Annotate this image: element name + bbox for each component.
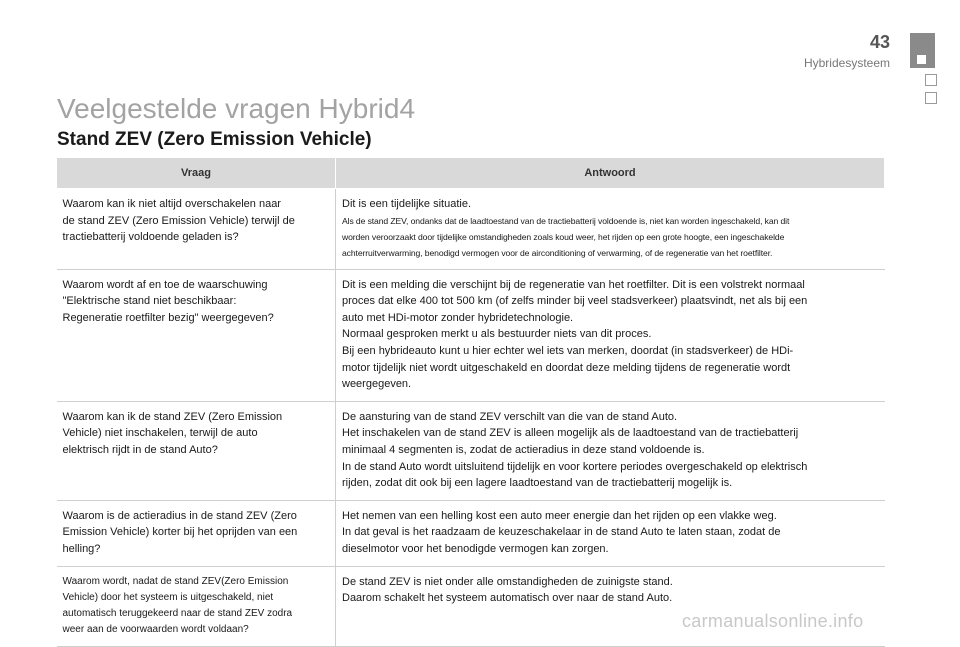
text-line: Waarom kan ik niet altijd overschakelen naar bbox=[62, 198, 281, 210]
text-line: de stand ZEV (Zero Emission Vehicle) terwijl de bbox=[62, 214, 295, 227]
table-row bbox=[57, 500, 885, 566]
column-header-answer: Antwoord bbox=[336, 158, 885, 189]
text-line: Het inschakelen van de stand ZEV is alleen mogelijk als de laadtoestand van de tractiebatterij bbox=[342, 427, 799, 440]
text-line: worden veroorzaakt door tijdelijke omstandigheden zoals koud weer, het rijden op een grote hoogte, een ingeschakelde bbox=[342, 231, 785, 242]
page-number: 43 bbox=[869, 32, 890, 52]
square-outline-icon bbox=[925, 74, 937, 86]
text-line: Bij een hybrideauto kunt u hier echter wel iets van merken, doordat (in stadsverkeer) de HDi- bbox=[342, 344, 794, 357]
text-line: Waarom wordt af en toe de waarschuwing bbox=[62, 278, 268, 291]
text-line: motor tijdelijk niet wordt uitgeschakeld en doordat deze melding tijdens de regeneratie wordt bbox=[342, 361, 791, 374]
text-line: automatisch teruggekeerd naar de stand ZEV zodra bbox=[62, 607, 293, 619]
table-row bbox=[57, 189, 885, 270]
text-line: tractiebatterij voldoende geladen is? bbox=[62, 231, 239, 244]
text-line: helling? bbox=[62, 542, 101, 555]
section-title: Hybridesysteem bbox=[803, 56, 890, 70]
question-cell bbox=[57, 401, 336, 500]
text-line: rijden, zodat dit ook bij een lagere laadtoestand van de tractiebatterij mogelijk is. bbox=[342, 477, 733, 490]
text-line: weergegeven. bbox=[342, 378, 412, 391]
answer-cell bbox=[336, 500, 885, 566]
text-line: De aansturing van de stand ZEV verschilt van die van de stand Auto. bbox=[342, 410, 678, 423]
question-cell bbox=[57, 500, 336, 566]
text-line: elektrisch rijdt in de stand Auto? bbox=[62, 443, 218, 456]
answer-cell bbox=[336, 566, 885, 646]
text-line: In de stand Auto wordt uitsluitend tijdelijk en voor kortere periodes overgeschakeld op elektrisch bbox=[342, 460, 808, 473]
text-line: Het nemen van een helling kost een auto meer energie dan het rijden op een vlakke weg. bbox=[342, 509, 777, 522]
page-subtitle: Stand ZEV (Zero Emission Vehicle) bbox=[57, 129, 372, 150]
text-line: Waarom kan ik de stand ZEV (Zero Emission bbox=[62, 410, 283, 423]
text-line: Als de stand ZEV, ondanks dat de laadtoestand van de tractiebatterij voldoende is, niet kan worden ingeschakeld, kan dit bbox=[342, 215, 790, 226]
text-line: Normaal gesproken merkt u als bestuurder niets van dit proces. bbox=[342, 328, 652, 341]
question-cell bbox=[57, 189, 336, 270]
question-cell bbox=[57, 566, 336, 646]
text-line: Vehicle) niet inschakelen, terwijl de auto bbox=[62, 427, 258, 440]
table-row bbox=[57, 566, 885, 646]
text-line: Emission Vehicle) korter bij het oprijden van een bbox=[62, 526, 298, 539]
page-title: Veelgestelde vragen Hybrid4 bbox=[57, 93, 416, 124]
text-line: In dat geval is het raadzaam de keuzeschakelaar in de stand Auto te laten staan, zodat de bbox=[342, 526, 781, 539]
square-outline-icon bbox=[925, 92, 937, 104]
text-line: auto met HDi-motor zonder hybridetechnologie. bbox=[342, 311, 574, 324]
text-line: "Elektrische stand niet beschikbaar: bbox=[62, 295, 237, 308]
text-line: Vehicle) door het systeem is uitgeschakeld, niet bbox=[62, 591, 274, 603]
watermark: carmanualsonline.info bbox=[682, 611, 864, 631]
section-marker-icon bbox=[910, 33, 935, 68]
answer-cell bbox=[336, 269, 885, 401]
text-line: Waarom wordt, nadat de stand ZEV(Zero Emission bbox=[62, 575, 289, 587]
faq-table bbox=[56, 157, 885, 647]
answer-cell bbox=[336, 189, 885, 270]
table-row bbox=[57, 269, 885, 401]
text-line: Waarom is de actieradius in de stand ZEV (Zero bbox=[62, 509, 297, 522]
text-line: Dit is een melding die verschijnt bij de regeneratie van het roetfilter. Dit is een volstrekt normaal bbox=[342, 278, 805, 291]
text-line: weer aan de voorwaarden wordt voldaan? bbox=[62, 623, 249, 635]
table-row bbox=[57, 401, 885, 500]
text-line: achterruitverwarming, benodigd vermogen voor de airconditioning of verwarming, of de regeneratie van het roetfilter. bbox=[342, 247, 773, 258]
text-line: Daarom schakelt het systeem automatisch over naar de stand Auto. bbox=[342, 592, 673, 605]
text-line: Dit is een tijdelijke situatie. bbox=[342, 198, 472, 210]
text-line: proces dat elke 400 tot 500 km (of zelfs minder bij veel stadsverkeer) plaatsvindt, net als bij een bbox=[342, 295, 808, 308]
column-header-question: Vraag bbox=[57, 158, 336, 189]
answer-cell bbox=[336, 401, 885, 500]
text-line: minimaal 4 segmenten is, zodat de actieradius in deze stand voldoende is. bbox=[342, 443, 705, 456]
question-cell bbox=[57, 269, 336, 401]
text-line: dieselmotor voor het benodigde vermogen kan zorgen. bbox=[342, 542, 609, 555]
text-line: Regeneratie roetfilter bezig" weergegeven? bbox=[62, 311, 274, 324]
text-line: De stand ZEV is niet onder alle omstandigheden de zuinigste stand. bbox=[342, 575, 673, 588]
table-header-row bbox=[57, 158, 885, 189]
